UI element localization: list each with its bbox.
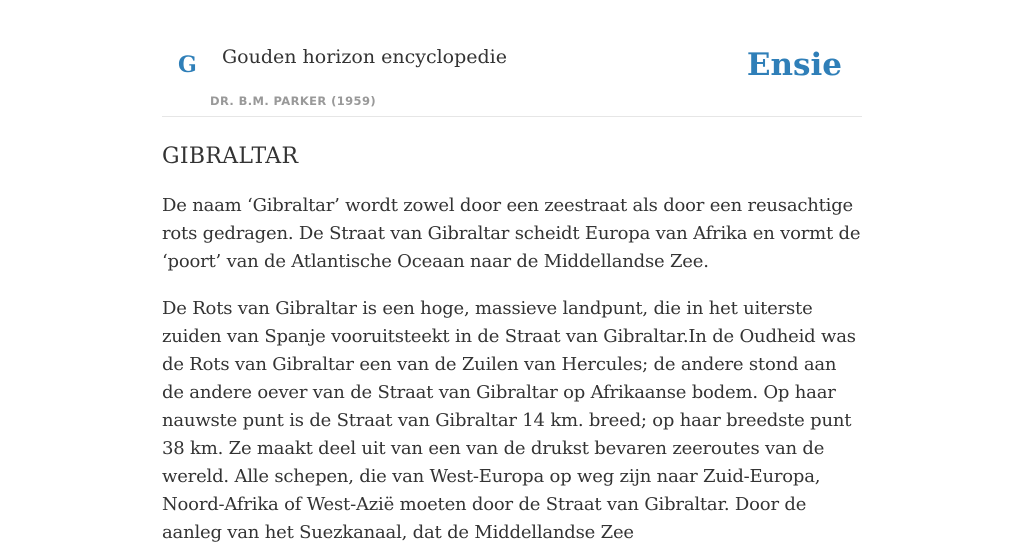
book-title[interactable]: Gouden horizon encyclopedie <box>222 46 507 68</box>
book-logo[interactable]: G <box>178 52 197 78</box>
entry-paragraph-2: De Rots van Gibraltar is een hoge, massieve landpunt, die in het uiterste zuiden van Spanje vooruitsteekt in de Straat van Gibraltar.In de Oudheid was de Rots van Gibraltar een van de Zuilen van Hercules; de andere stond aan de andere oever van de Straat van Gibraltar op Afrikaanse bodem. Op haar nauwste punt is de Straat van Gibraltar 14 km. breed; op haar breedste punt 38 km. Ze maakt deel uit van een van de drukst bevaren zeeroutes van de wereld. Alle schepen, die van West-Europa op weg zijn naar Zuid-Europa, Noord-Afrika of West-Azië moeten door de Straat van Gibraltar. Door de aanleg van het Suezkanaal, dat de Middellandse Zee <box>162 298 856 544</box>
entry-title: GIBRALTAR <box>162 144 299 169</box>
page-content <box>162 0 862 547</box>
book-header <box>162 0 862 117</box>
ensie-logo-link[interactable]: Ensie <box>746 47 842 83</box>
entry-paragraph-1: De naam ‘Gibraltar’ wordt zowel door een zeestraat als door een reusachtige rots gedragen. De Straat van Gibraltar scheidt Europa van Afrika en vormt de ‘poort’ van de Atlantische Oceaan naar de Middellandse Zee. <box>162 195 861 273</box>
book-author: DR. B.M. PARKER (1959) <box>210 94 377 108</box>
